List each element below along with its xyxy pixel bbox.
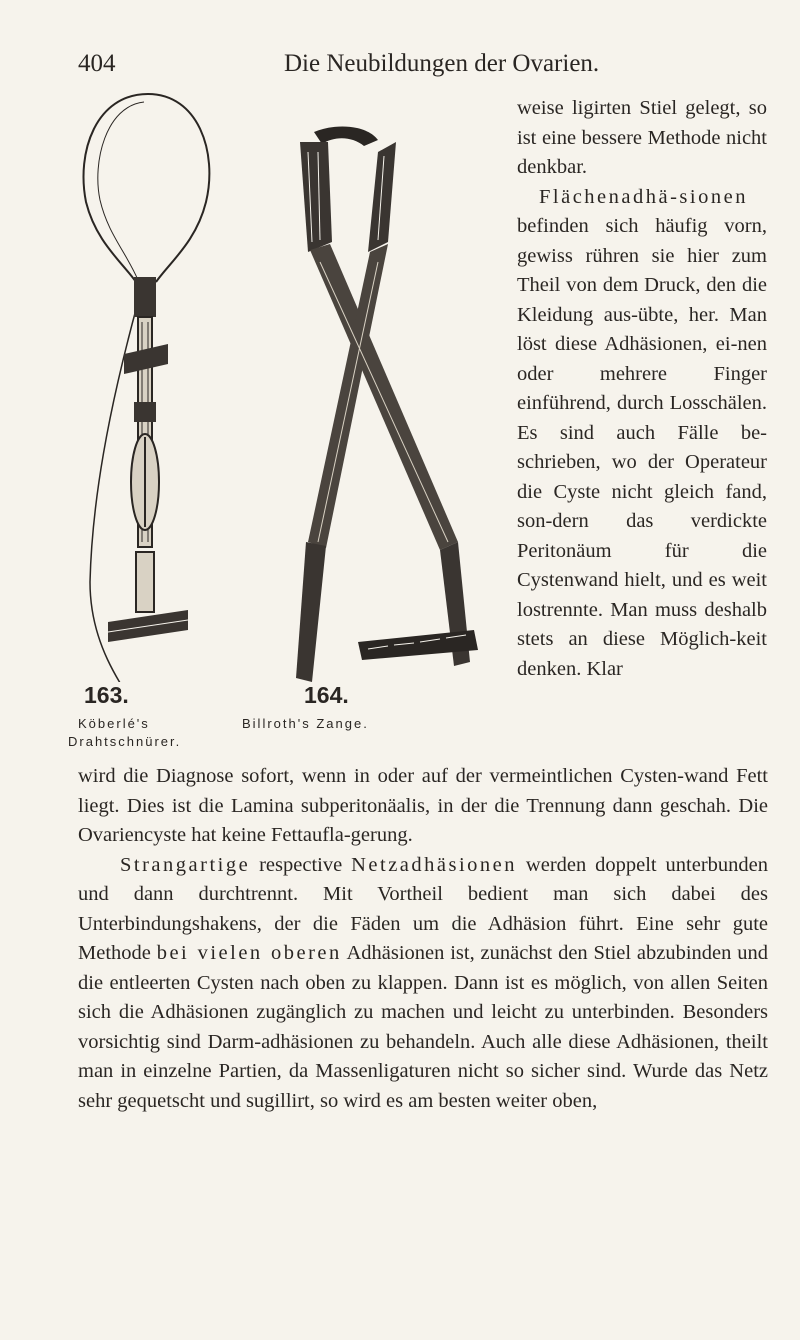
figure-164-caption-line1: Billroth's Zange. [242, 716, 369, 731]
spaced-term-bei-vielen-oberen: bei vielen oberen [156, 942, 342, 964]
figure-163-caption-line1: Köberlé's [78, 716, 150, 731]
running-title: Die Neubildungen der Ovarien. [284, 50, 600, 77]
figure-164-number: 164. [304, 682, 349, 708]
side-paragraph-2-text: befinden sich häufig vorn, gewiss rühren sie hier zum Theil von dem Druck, den die Kleidung aus-übte, her. Man löst diese Adhäsionen, ei-nen oder mehrere Finger einführend, durch Losschälen. Es sind auch Fälle be-schrieben, wo der Operateur die Cyste nicht gleich fand, son-dern das verdickte Peritonäum für die Cystenwand hielt, und es weit lostrennte. Man muss deshalb stets an diese Möglich-keit denken. Klar [517, 215, 767, 680]
side-paragraph-1: weise ligirten Stiel gelegt, so ist eine bessere Methode nicht denkbar. [517, 97, 767, 178]
figure-163-caption-line2: Drahtschnürer. [68, 734, 182, 749]
main-paragraph-2-text-a: respective [250, 853, 352, 876]
figures-area [68, 82, 510, 782]
figure-163 [78, 82, 218, 762]
main-paragraph-1: wird die Diagnose sofort, wenn in oder auf der vermeintlichen Cysten-wand Fett liegt. Dies ist die Lamina subperitonäalis, in der die Trennung dann geschah. Die Ovariencyste hat keine Fettaufla-gerung. [78, 765, 768, 846]
main-paragraph-2-text-c: Adhäsionen ist, zunächst den Stiel abzubinden und die entleerten Cysten nach oben zu klappen. Dann ist es möglich, von allen Seiten sich die Adhäsionen zugänglich zu machen und leicht zu unterbinden. Besonders vorsichtig sind Darm-adhäsionen zu behandeln. Auch alle diese Adhäsionen, theilt man in einzelne Partien, da Massenligaturen nicht so sicher sind. Wurde das Netz sehr gequetscht und sugillirt, so wird es am besten weiter oben, [78, 942, 768, 1112]
figure-164 [248, 122, 518, 682]
figure-163-number: 163. [84, 682, 129, 708]
spaced-term-netzadhaesionen: Netzadhäsionen [351, 853, 518, 876]
main-paragraph-2 [78, 851, 768, 1117]
side-text-column [517, 94, 767, 684]
side-paragraph-2 [517, 183, 767, 685]
spaced-term-strangartige: Strangartige [120, 853, 251, 876]
forceps-illustration [248, 122, 518, 682]
spaced-term-flaechenadhaesionen: Flächenadhä-sionen [539, 185, 748, 208]
wire-snare-illustration [78, 82, 218, 682]
main-paragraph-2-text-b: werden doppelt unterbunden und dann durchtrennt. Mit Vortheil bedient man sich dabei des Unterbindungshakens, der die Fäden um die Adhäsion führt. Eine sehr gute Methode [78, 853, 768, 964]
page-number: 404 [78, 50, 116, 77]
main-text-column [78, 762, 768, 1116]
